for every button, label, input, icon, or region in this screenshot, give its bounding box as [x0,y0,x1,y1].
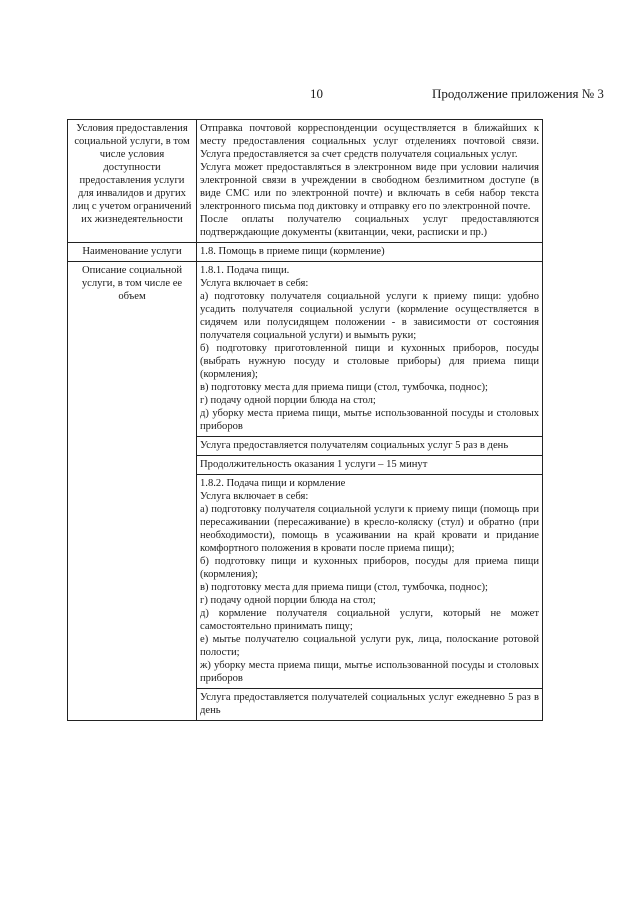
service-name-value: 1.8. Помощь в приеме пищи (кормление) [197,243,543,262]
description-block-2 [197,475,543,689]
page-number: 10 [310,86,323,101]
list-item: д) уборку места приема пищи, мытье использованной посуды и столовых приборов [200,408,539,432]
description-block-1 [197,262,543,437]
list-item: а) подготовку получателя социальной услуги к приему пищи (помощь при пересаживании (пересаживание) в кресло-коляску (стул) и обратно (при необходимости), помощь в усаживании на край кровати и придание комфортного положения в кровати после приема пищи); [200,504,539,554]
service-table [67,119,543,721]
list-item: г) подачу одной порции блюда на стол; [200,395,376,406]
list-item: д) кормление получателя социальной услуги, который не может самостоятельно принимать пищу; [200,608,539,632]
block-intro: Услуга включает в себя: [200,278,309,289]
conditions-paragraph: Услуга может предоставляться в электронном виде при условии наличия электронной связи в учреждении в свободном безлимитном доступе (в виде СМС или по электронной почте) и включать в себя набор текста электронного письма под диктовку и отправку его по электронной почте. [200,162,539,212]
conditions-paragraph: Отправка почтовой корреспонденции осуществляется в ближайших к месту предоставления социальных услуг отделениях почтовой связи. Услуга предоставляется за счет средств получателя социальных услуг. [200,123,539,160]
block-intro: Услуга включает в себя: [200,491,309,502]
list-item: г) подачу одной порции блюда на стол; [200,595,376,606]
list-item: б) подготовку приготовленной пищи и кухонных приборов, посуды (выбрать нужную посуду и столовые приборы) для приема пищи (кормления); [200,343,539,380]
block-title: 1.8.2. Подача пищи и кормление [200,478,346,489]
list-item: в) подготовку места для приема пищи (стол, тумбочка, поднос); [200,582,489,593]
block-title: 1.8.1. Подача пищи. [200,265,290,276]
appendix-continuation-note: Продолжение приложения № 3 [432,86,604,101]
frequency-text: Услуга предоставляется получателей социальных услуг ежедневно 5 раз в день [197,689,543,721]
duration-text: Продолжительность оказания 1 услуги – 15 минут [197,456,543,475]
frequency-text: Услуга предоставляется получателям социальных услуг 5 раз в день [197,437,543,456]
list-item: ж) уборку места приема пищи, мытье использованной посуды и столовых приборов [200,660,539,684]
list-item: б) подготовку пищи и кухонных приборов, посуды для приема пищи (кормления); [200,556,539,580]
list-item: а) подготовку получателя социальной услуги к приему пищи: удобно усадить получателя социальной услуги (кормление осуществляется в сидячем или полусидящем положении - в зависимости от состояния получателя социальной услуги) и вымыть руки; [200,291,539,341]
row-label-description: Описание социальной услуги, в том числе ее объем [68,262,197,721]
list-item: е) мытье получателю социальной услуги рук, лица, полоскание ротовой полости; [200,634,539,658]
conditions-paragraph: После оплаты получателю социальных услуг предоставляются подтверждающие документы (квитанции, чеки, расписки и пр.) [200,214,539,238]
table-row [68,243,543,262]
table-row [68,120,543,243]
row-label-service-name: Наименование услуги [68,243,197,262]
table-row [68,262,543,437]
row-label-conditions: Условия предоставления социальной услуги, в том числе условия доступности предоставления услуги для инвалидов и других лиц с учетом ограничений их жизнедеятельности [68,120,197,243]
list-item: в) подготовку места для приема пищи (стол, тумбочка, поднос); [200,382,489,393]
conditions-content [197,120,543,243]
